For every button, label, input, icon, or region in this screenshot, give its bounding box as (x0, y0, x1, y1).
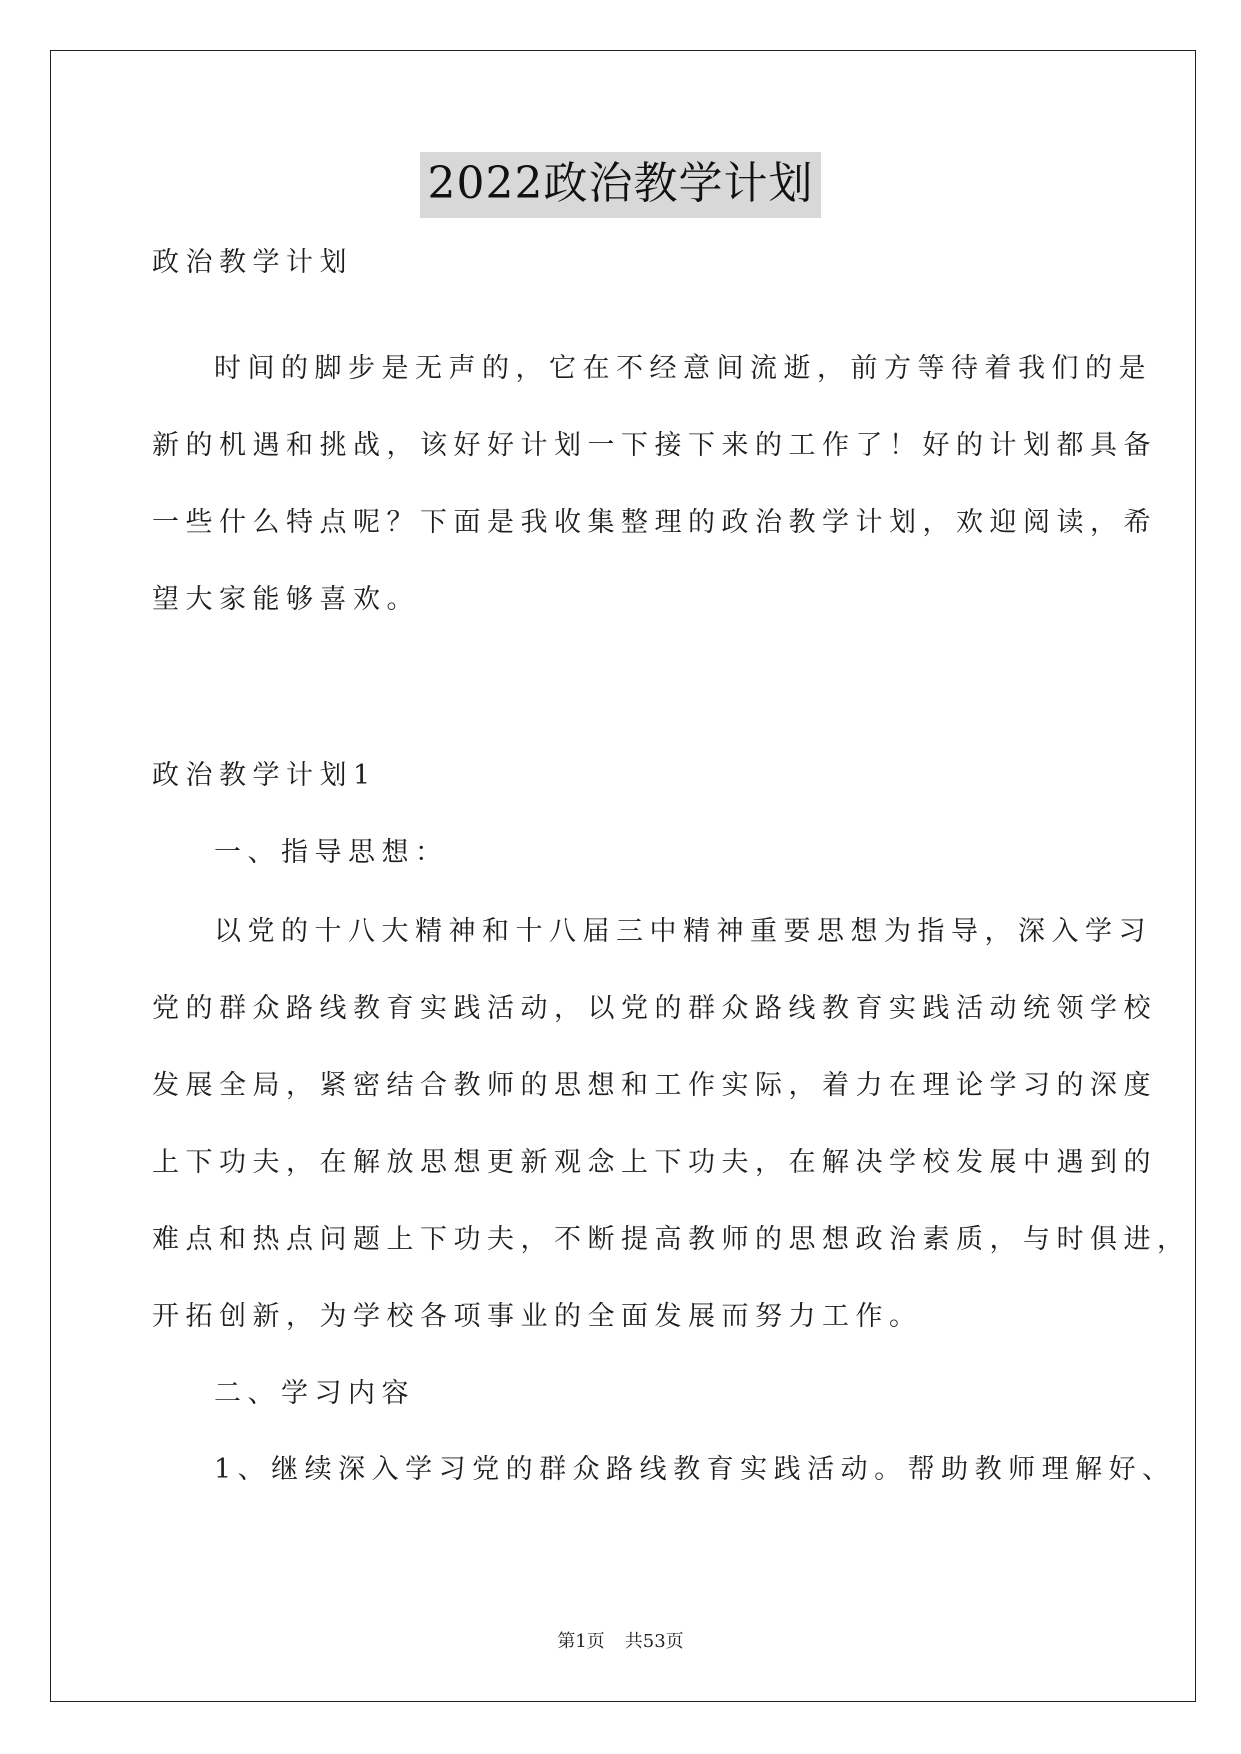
subsection-heading: 一、指导思想： (214, 837, 449, 868)
subsection-heading: 二、学习内容 (214, 1378, 415, 1409)
title-container (0, 152, 1241, 218)
section-heading: 政治教学计划1 (152, 760, 377, 791)
paragraph-line: 上下功夫，在解放思想更新观念上下功夫，在解决学校发展中遇到的 (152, 1147, 1157, 1178)
page-total: 共53页 (624, 1631, 684, 1652)
section-heading: 政治教学计划 (152, 247, 353, 278)
paragraph-line: 党的群众路线教育实践活动，以党的群众路线教育实践活动统领学校 (152, 993, 1157, 1024)
document-title: 2022政治教学计划 (420, 152, 822, 218)
paragraph-line: 难点和热点问题上下功夫，不断提高教师的思想政治素质，与时俱进， (152, 1224, 1191, 1255)
paragraph-line: 新的机遇和挑战，该好好计划一下接下来的工作了！好的计划都具备 (152, 430, 1157, 461)
paragraph-line: 一些什么特点呢？下面是我收集整理的政治教学计划，欢迎阅读，希 (152, 507, 1157, 538)
page-number: 第1页 (557, 1631, 605, 1652)
paragraph-line: 以党的十八大精神和十八届三中精神重要思想为指导，深入学习 (214, 916, 1152, 947)
page-footer (0, 1630, 1241, 1654)
paragraph-line: 望大家能够喜欢。 (152, 584, 420, 615)
paragraph-line: 时间的脚步是无声的，它在不经意间流逝，前方等待着我们的是 (214, 353, 1152, 384)
paragraph-line: 1、继续深入学习党的群众路线教育实践活动。帮助教师理解好、 (214, 1454, 1176, 1485)
paragraph-line: 发展全局，紧密结合教师的思想和工作实际，着力在理论学习的深度 (152, 1070, 1157, 1101)
paragraph-line: 开拓创新，为学校各项事业的全面发展而努力工作。 (152, 1301, 923, 1332)
